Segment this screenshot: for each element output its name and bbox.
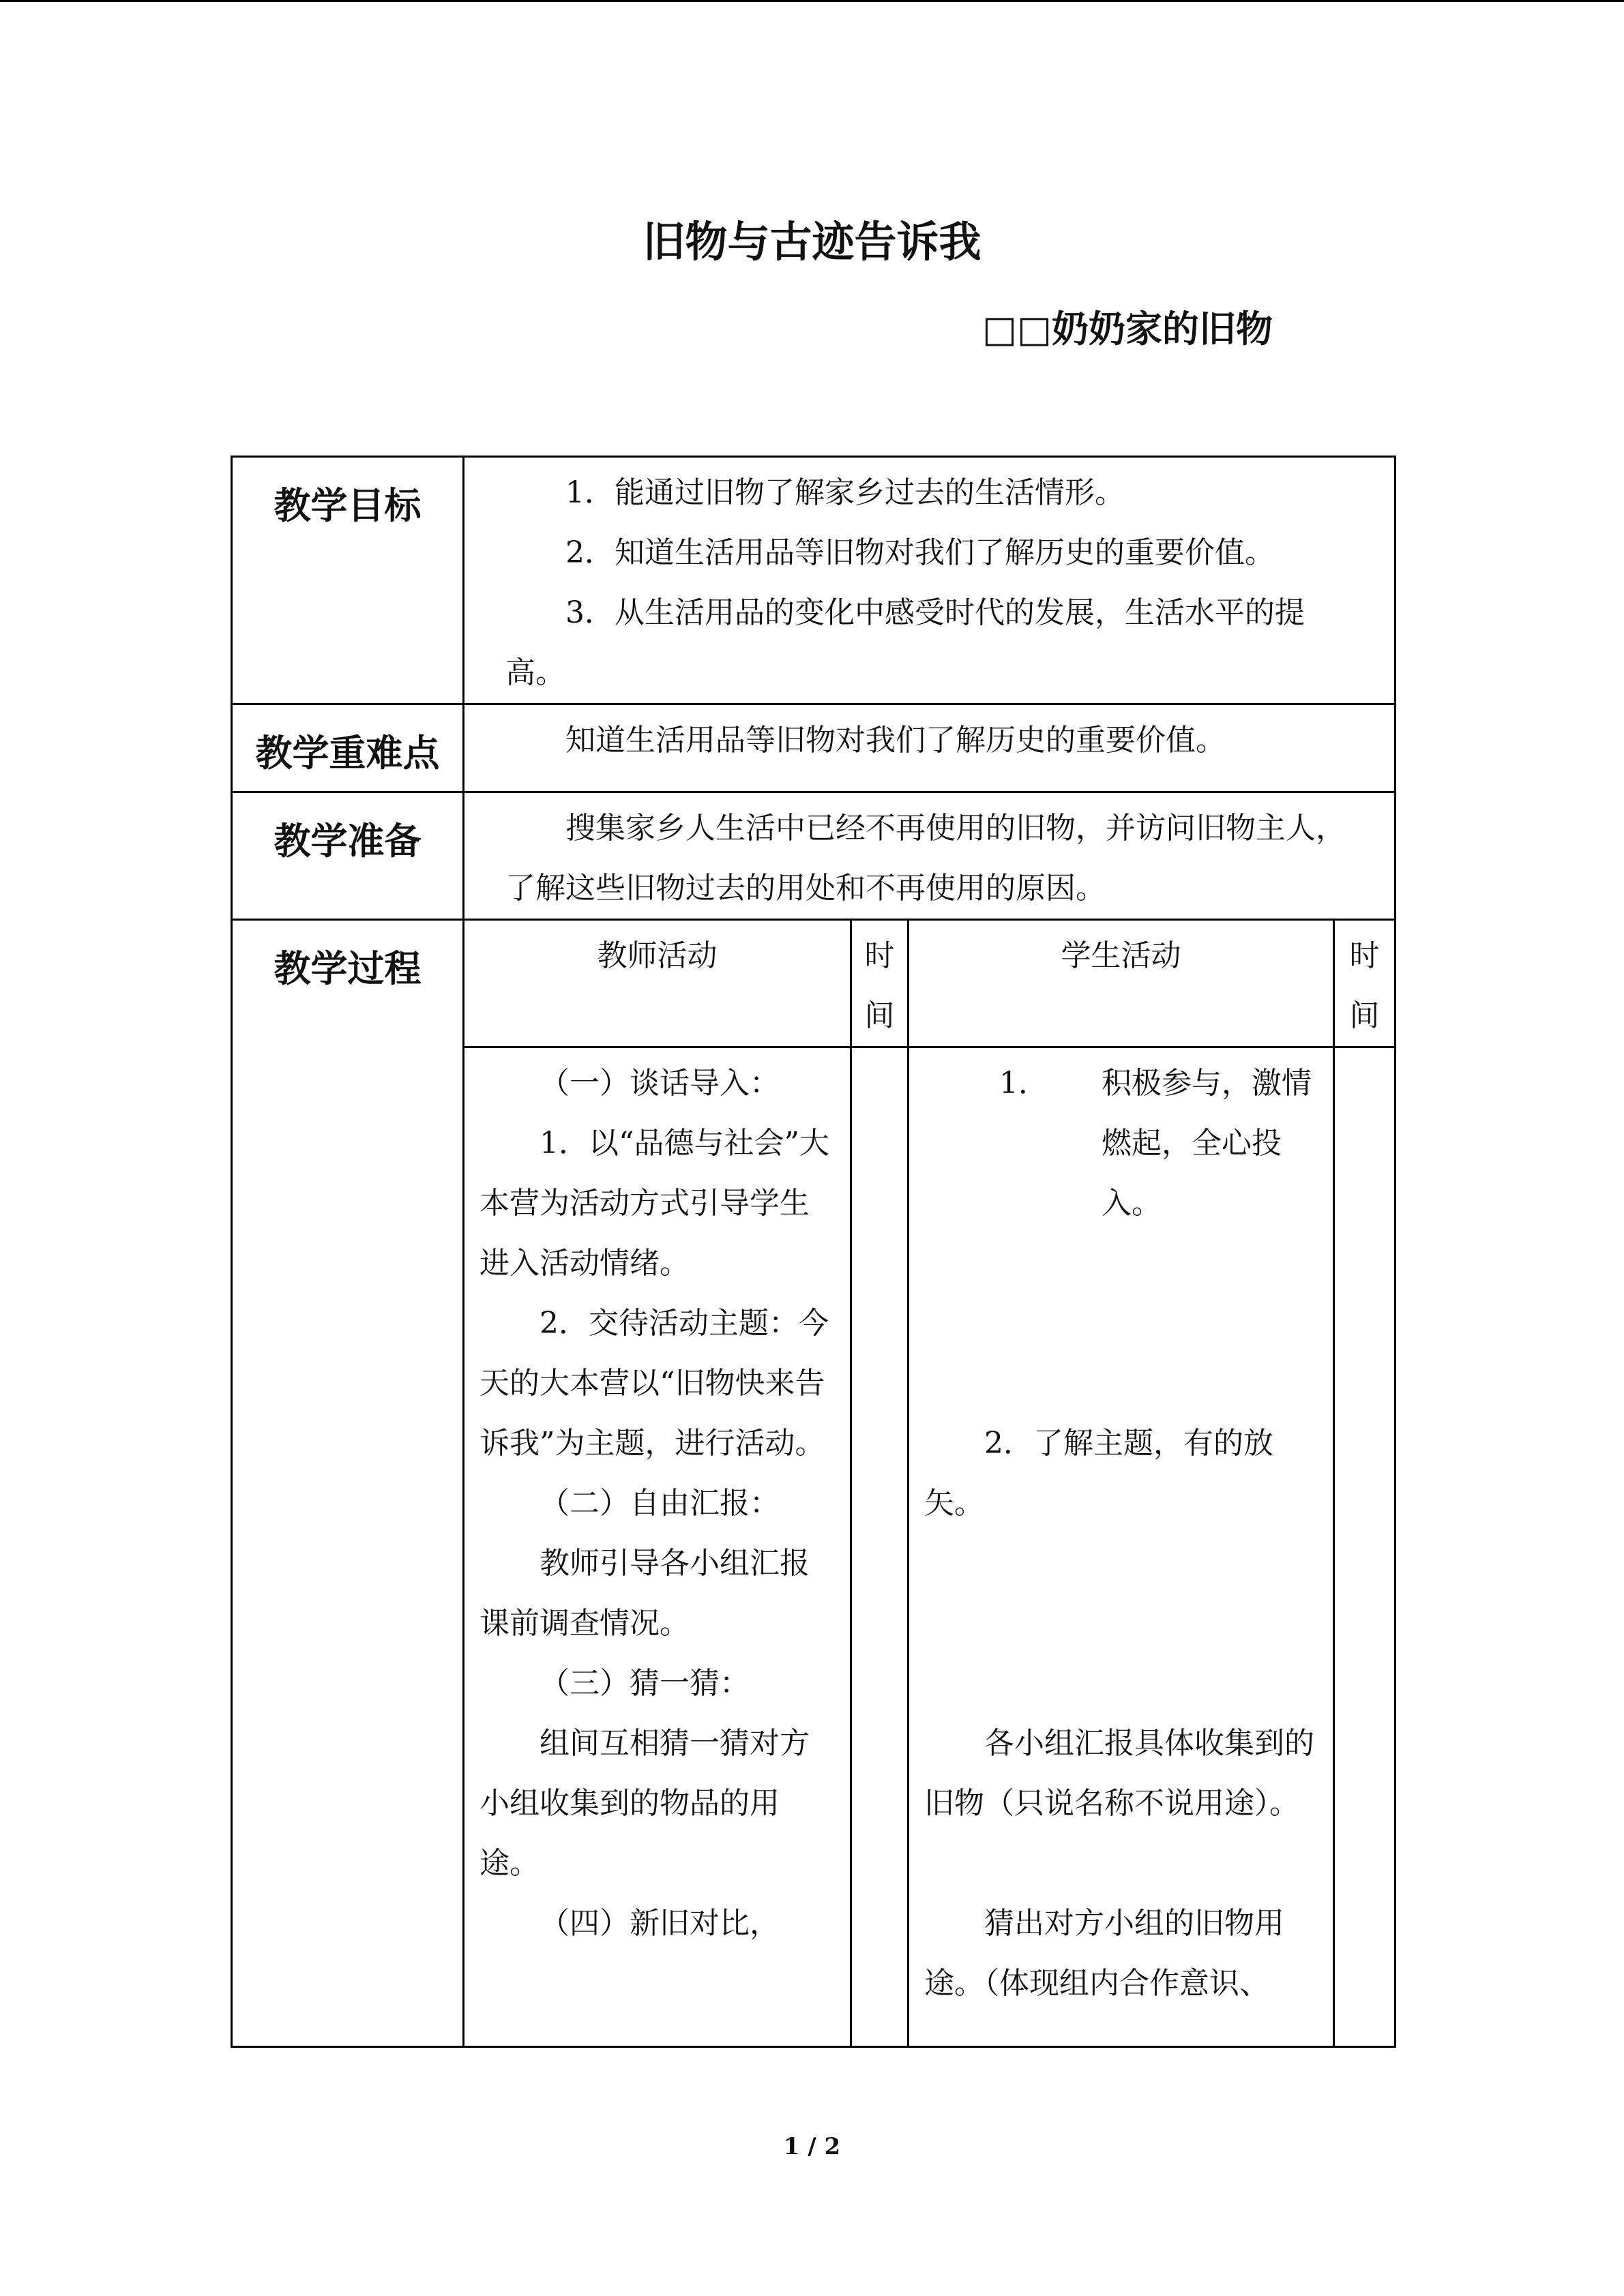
top-border-line xyxy=(0,0,1624,2)
student-activity-content xyxy=(909,1047,1334,2047)
student-item-1-number: 1． xyxy=(999,1066,1048,1101)
teacher-step: 2．交待活动主题：今天的大本营以“旧物快来告诉我”为主题，进行活动。 xyxy=(479,1306,829,1461)
teacher-step: （一）谈话导入： xyxy=(540,1066,780,1101)
lesson-plan-table xyxy=(231,456,1396,2048)
teacher-step: 教师引导各小组汇报课前调查情况。 xyxy=(479,1546,810,1641)
time-cell xyxy=(851,1047,909,2047)
key-points-text: 知道生活用品等旧物对我们了解历史的重要价值。 xyxy=(565,723,1226,758)
teacher-activity-header: 教师活动 xyxy=(464,920,851,1047)
goal-item: 2．知道生活用品等旧物对我们了解历史的重要价值。 xyxy=(565,535,1275,570)
document-title: 旧物与古迹告诉我 xyxy=(643,217,981,267)
student-item-4: 猜出对方小组的旧物用途。（体现组内合作意识、 xyxy=(924,1906,1284,2001)
goal-item: 1．能通过旧物了解家乡过去的生活情形。 xyxy=(565,475,1125,510)
teacher-step: （二）自由汇报： xyxy=(540,1486,780,1521)
preparation-content xyxy=(464,792,1396,920)
student-item-1 xyxy=(924,1054,1320,1234)
preparation-text: 搜集家乡人生活中已经不再使用的旧物，并访问旧物主人，了解这些旧物过去的用处和不再使用的原因。 xyxy=(505,811,1346,906)
row-goals xyxy=(232,457,1396,704)
goals-content xyxy=(464,457,1396,704)
teacher-step: 组间互相猜一猜对方小组收集到的物品的用途。 xyxy=(479,1726,810,1881)
document-subtitle: □□奶奶家的旧物 xyxy=(982,308,1273,351)
page-number: 1 / 2 xyxy=(783,2133,841,2160)
key-points-content xyxy=(464,704,1396,792)
student-item-3: 各小组汇报具体收集到的旧物（只说名称不说用途）。 xyxy=(924,1726,1314,1821)
row-preparation xyxy=(232,792,1396,920)
label-process: 教学过程 xyxy=(232,920,464,2047)
time-header-2: 时间 xyxy=(1334,920,1396,1047)
student-item-2: 2．了解主题，有的放矢。 xyxy=(924,1426,1273,1521)
teacher-step: （四）新旧对比， xyxy=(540,1906,780,1941)
teacher-step: （三）猜一猜： xyxy=(540,1666,750,1701)
label-key-points: 教学重难点 xyxy=(232,704,464,792)
teacher-activity-content xyxy=(464,1047,851,2047)
time-cell-2 xyxy=(1334,1047,1396,2047)
label-preparation: 教学准备 xyxy=(232,792,464,920)
goal-item: 3．从生活用品的变化中感受时代的发展，生活水平的提高。 xyxy=(505,595,1305,690)
time-header: 时间 xyxy=(851,920,909,1047)
row-process-header xyxy=(232,920,1396,1047)
row-key-points xyxy=(232,704,1396,792)
label-goals: 教学目标 xyxy=(232,457,464,704)
student-activity-header: 学生活动 xyxy=(909,920,1334,1047)
teacher-step: 1．以“品德与社会”大本营为活动方式引导学生进入活动情绪。 xyxy=(479,1126,829,1281)
student-item-1-text: 积极参与，激情燃起，全心投入。 xyxy=(1102,1066,1312,1221)
